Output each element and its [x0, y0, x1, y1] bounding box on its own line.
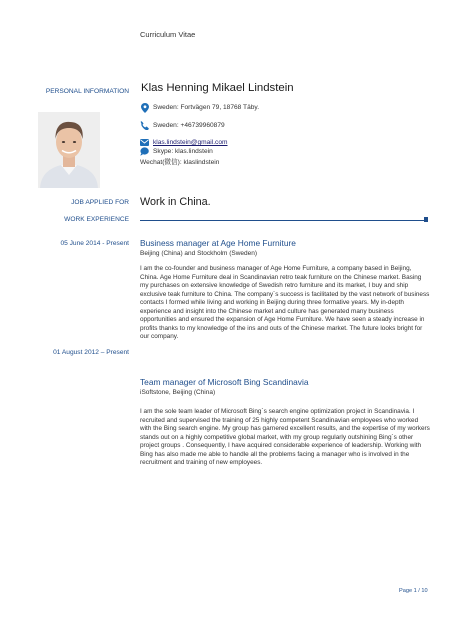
- section-divider: [140, 220, 426, 221]
- document-title: Curriculum Vitae: [140, 30, 196, 39]
- job-applied-label: JOB APPLIED FOR: [71, 199, 129, 206]
- entry-1-description: I am the co-founder and business manager of Age Home Furniture, a company based in Beijing, China. Age Home Furniture deal in Scandinavian retro teak furniture on the Chinese market. Basing my purchases on extensive knowledge of Swedish retro furniture and its market, I buy and ship exclusive teak furniture to China. The company´s success is facilitated by the vast network of business contacts I formed while living and working in Beijing during three formative years. My in-depth experience and insight into the Chinese market and culture has generated many business opportunities and ensured the expansion of Age Home Furniture. We have seen a steady increase in profits thanks to my knowledge of the ins and outs of the Chinese market. The future looks bright for our company.: [140, 265, 430, 340]
- address-row: [140, 103, 259, 112]
- entry-1-dates: 05 June 2014 - Present: [60, 240, 129, 247]
- entry-1-title: Business manager at Age Home Furniture: [140, 238, 296, 248]
- phone-row: [140, 121, 225, 130]
- entry-2-description: I am the sole team leader of Microsoft Bing´s search engine optimization project in Scandinavia. I recruited and supervised the training of 25 highly competent Scandinavian employees who worked with the Bing search engine. My group has garnered excellent results, and the expertise of my workers stands out on a highly competitive global market, with my group regularly outshining Bing´s other project groups . Consequently, I have acquired considerable experience of leadership. Working with Bing has also made me able to handle all the problems facing a manager who is involved in the recruitment and training of new employees.: [140, 408, 430, 466]
- section-divider-marker: [424, 217, 428, 222]
- personal-info-label: PERSONAL INFORMATION: [45, 88, 129, 95]
- address-text: Sweden: Fortvägen 79, 18768 Täby.: [153, 104, 260, 111]
- person-name: Klas Henning Mikael Lindstein: [141, 82, 294, 94]
- entry-1-employer: Beijing (China) and Stockholm (Sweden): [140, 250, 258, 257]
- chat-bubble-icon: [140, 147, 149, 156]
- skype-row: [140, 147, 213, 156]
- skype-text: Skype: klas.lindstein: [153, 148, 213, 155]
- entry-2-employer: iSoftstone, Beijing (China): [140, 389, 216, 396]
- profile-photo: [38, 112, 100, 188]
- phone-icon: [140, 121, 149, 130]
- email-row: [140, 138, 228, 147]
- email-link[interactable]: klas.lindstein@gmail.com: [153, 139, 228, 146]
- envelope-icon: [140, 138, 149, 147]
- page-number: Page 1 / 10: [399, 588, 428, 594]
- map-pin-icon: [140, 103, 149, 112]
- phone-text: Sweden: +46739960879: [153, 122, 225, 129]
- entry-2-dates: 01 August 2012 – Present: [53, 349, 129, 356]
- wechat-text: Wechat(微信): klaslindstein: [140, 159, 220, 166]
- work-experience-label: WORK EXPERIENCE: [64, 216, 129, 223]
- wechat-row: [140, 156, 219, 166]
- entry-2-title: Team manager of Microsoft Bing Scandinavia: [140, 377, 309, 387]
- job-applied-value: Work in China.: [140, 196, 211, 208]
